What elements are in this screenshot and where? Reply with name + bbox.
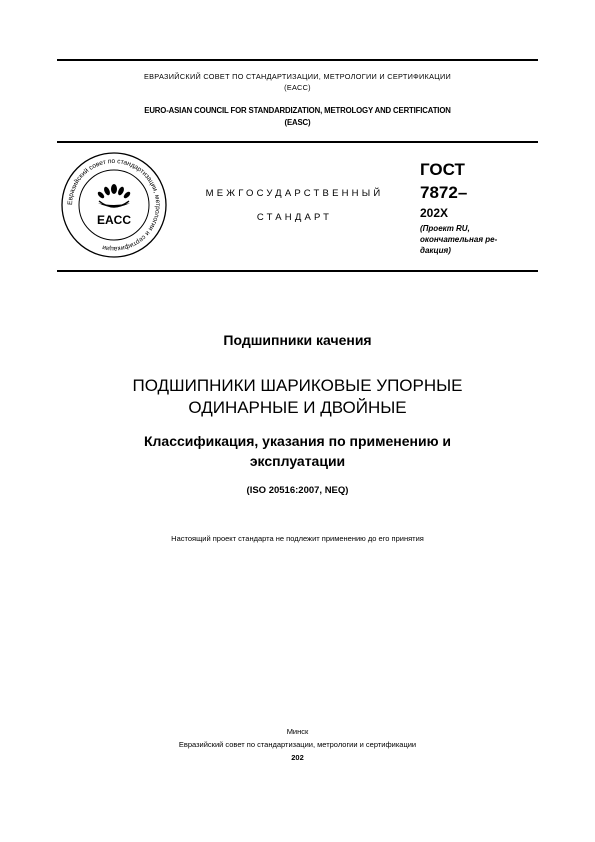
footer-city: Минск (286, 727, 309, 736)
easc-logo (58, 149, 170, 261)
designation-rule (57, 270, 538, 272)
draft-status-line3: дакция) (420, 246, 451, 255)
subtitle-line1: Классификация, указания по применению и (143, 433, 452, 449)
header-rule (57, 141, 538, 143)
draft-status-line2: окончательная ре- (420, 235, 498, 244)
general-title: Подшипники качения (223, 332, 372, 348)
footer-year: 202 (291, 753, 304, 762)
standard-type-line2: СТАНДАРТ (256, 212, 333, 223)
council-abbr-en: (EASC) (284, 118, 311, 127)
footer-publisher: Евразийский совет по стандартизации, метрологии и сертификации (178, 740, 417, 749)
council-name-en: EURO-ASIAN COUNCIL FOR STANDARDIZATION, METROLOGY AND CERTIFICATION (144, 106, 451, 115)
draft-note: Настоящий проект стандарта не подлежит применению до его принятия (171, 534, 424, 543)
subtitle-line2: эксплуатации (249, 453, 346, 469)
svg-text:EACC: EACC (96, 213, 132, 227)
draft-status-line1: (Проект RU, (420, 224, 470, 233)
main-title-line2: ОДИНАРНЫЕ И ДВОЙНЫЕ (188, 398, 407, 417)
gost-year: 202X (420, 206, 449, 220)
standard-type-line1: МЕЖГОСУДАРСТВЕННЫЙ (205, 188, 384, 199)
main-title-line1: ПОДШИПНИКИ ШАРИКОВЫЕ УПОРНЫЕ (132, 376, 463, 395)
council-abbr-ru: (ЕАСС) (284, 83, 311, 92)
iso-reference: (ISO 20516:2007, NEQ) (246, 485, 349, 496)
top-rule (57, 59, 538, 61)
gost-number: 7872– (420, 183, 468, 202)
easc-seal-icon (58, 149, 170, 261)
council-name-ru: ЕВРАЗИЙСКИЙ СОВЕТ ПО СТАНДАРТИЗАЦИИ, МЕТРОЛОГИИ И СЕРТИФИКАЦИИ (143, 72, 452, 81)
svg-text:Евразийский совет по стандарти: Евразийский совет по стандартизации, метрологии и сертификации (66, 157, 162, 253)
gost-label: ГОСТ (420, 160, 465, 179)
